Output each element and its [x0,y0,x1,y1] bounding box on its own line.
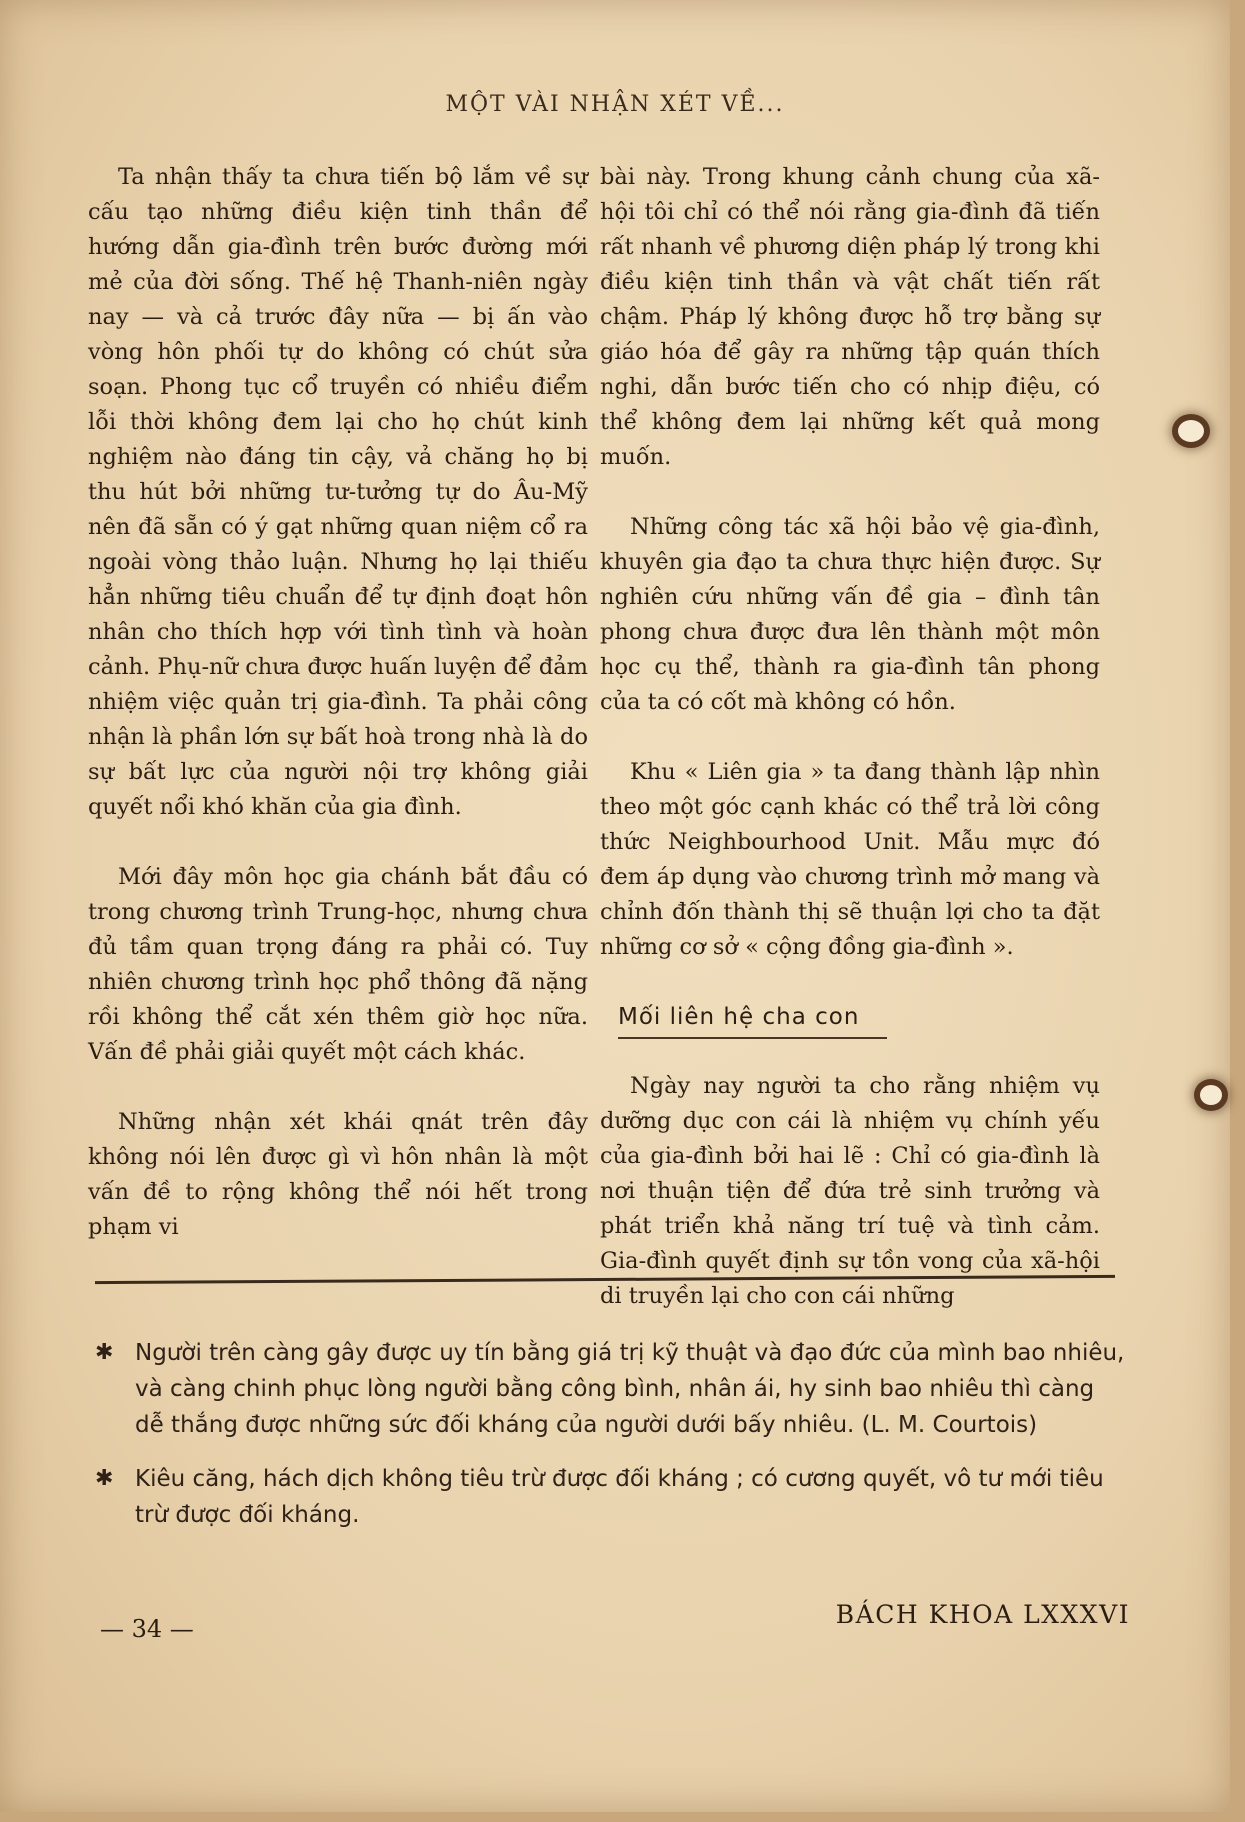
journal-name: BÁCH KHOA LXXXVI [835,1600,1130,1629]
page-number: — 34 — [100,1615,194,1643]
quote-text: Kiêu căng, hách dịch không tiêu trừ được đối kháng ; có cương quyết, vô tư mới tiêu trừ được đối kháng. [135,1466,1104,1528]
star-marker-icon: ✱ [95,1340,114,1365]
quote-text: Người trên càng gây được uy tín bằng giá trị kỹ thuật và đạo đức của mình bao nhiêu, và càng chinh phục lòng người bằng công bình, nhân ái, hy sinh bao nhiêu thì càng dễ thắng được những sức đối kháng của người dưới bấy nhiêu. (L. M. Courtois) [135,1340,1125,1438]
binding-hole-bottom [1200,1085,1222,1105]
running-head: MỘT VÀI NHẬN XÉT VỀ... [445,92,785,117]
quote-item [95,1335,1125,1443]
paragraph: bài này. Trong khung cảnh chung của xã-hội tôi chỉ có thể nói rằng gia-đình đã tiến rất nhanh về phương diện pháp lý trong khi điều kiện tinh thần và vật chất tiến rất chậm. Pháp lý không được hỗ trợ bằng sự giáo hóa để gây ra những tập quán thích nghi, dẫn bước tiến cho có nhịp điệu, có thể không đem lại những kết quả mong muốn. [600,164,1100,470]
quote-item [95,1461,1125,1533]
star-marker-icon: ✱ [95,1466,114,1491]
paragraph: Ta nhận thấy ta chưa tiến bộ lắm về sự cấu tạo những điều kiện tinh thần để hướng dẫn gia-đình trên bước đường mới mẻ của đời sống. Thế hệ Thanh-niên ngày nay — và cả trước đây nữa — bị ấn vào vòng hôn phối tự do không có chút sửa soạn. Phong tục cổ truyền có nhiều điểm lỗi thời không đem lại cho họ chút kinh nghiệm nào đáng tin cậy, vả chăng họ bị thu hút bởi những tư-tưởng tự do Âu-Mỹ nên đã sẵn có ý gạt những quan niệm cổ ra ngoài vòng thảo luận. Nhưng họ lại thiếu hẳn những tiêu chuẩn để tự định đoạt hôn nhân cho thích hợp với tình tình và hoàn cảnh. Phụ-nữ chưa được huấn luyện để đảm nhiệm việc quản trị gia-đình. Ta phải công nhận là phần lớn sự bất hoà trong nhà là do sự bất lực của người nội trợ không giải quyết nổi khó khăn của gia đình. [88,164,588,820]
quotes-box [95,1335,1125,1551]
paragraph: Ngày nay người ta cho rằng nhiệm vụ dưỡng dục con cái là nhiệm vụ chính yếu của gia-đình bởi hai lẽ : Chỉ có gia-đình là nơi thuận tiện để đứa trẻ sinh trưởng và phát triển khả năng trí tuệ và tình cảm. Gia-đình quyết định sự tồn vong của xã-hội di truyền lại cho con cái những [600,1073,1100,1309]
section-heading: Mối liên hệ cha con [618,1000,887,1039]
paragraph: Những công tác xã hội bảo vệ gia-đình, khuyên gia đạo ta chưa thực hiện được. Sự nghiên cứu những vấn đề gia – đình tân phong chưa được đưa lên thành một môn học cụ thể, thành ra gia-đình tân phong của ta có cốt mà không có hồn. [600,514,1100,715]
left-column [88,160,588,1280]
paragraph: Mới đây môn học gia chánh bắt đầu có trong chương trình Trung-học, nhưng chưa đủ tầm quan trọng đáng ra phải có. Tuy nhiên chương trình học phổ thông đã nặng rồi không thể cắt xén thêm giờ học nữa. Vấn đề phải giải quyết một cách khác. [88,864,588,1065]
right-column [600,160,1100,1349]
paragraph: Những nhận xét khái qnát trên đây không nói lên được gì vì hôn nhân là một vấn đề to rộng không thể nói hết trong phạm vi [88,1109,588,1240]
binding-hole-top [1178,420,1204,442]
paragraph: Khu « Liên gia » ta đang thành lập nhìn theo một góc cạnh khác có thể trả lời công thức Neighbourhood Unit. Mẫu mực đó đem áp dụng vào chương trình mở mang và chỉnh đốn thành thị sẽ thuận lợi cho ta đặt những cơ sở « cộng đồng gia-đình ». [600,759,1100,960]
